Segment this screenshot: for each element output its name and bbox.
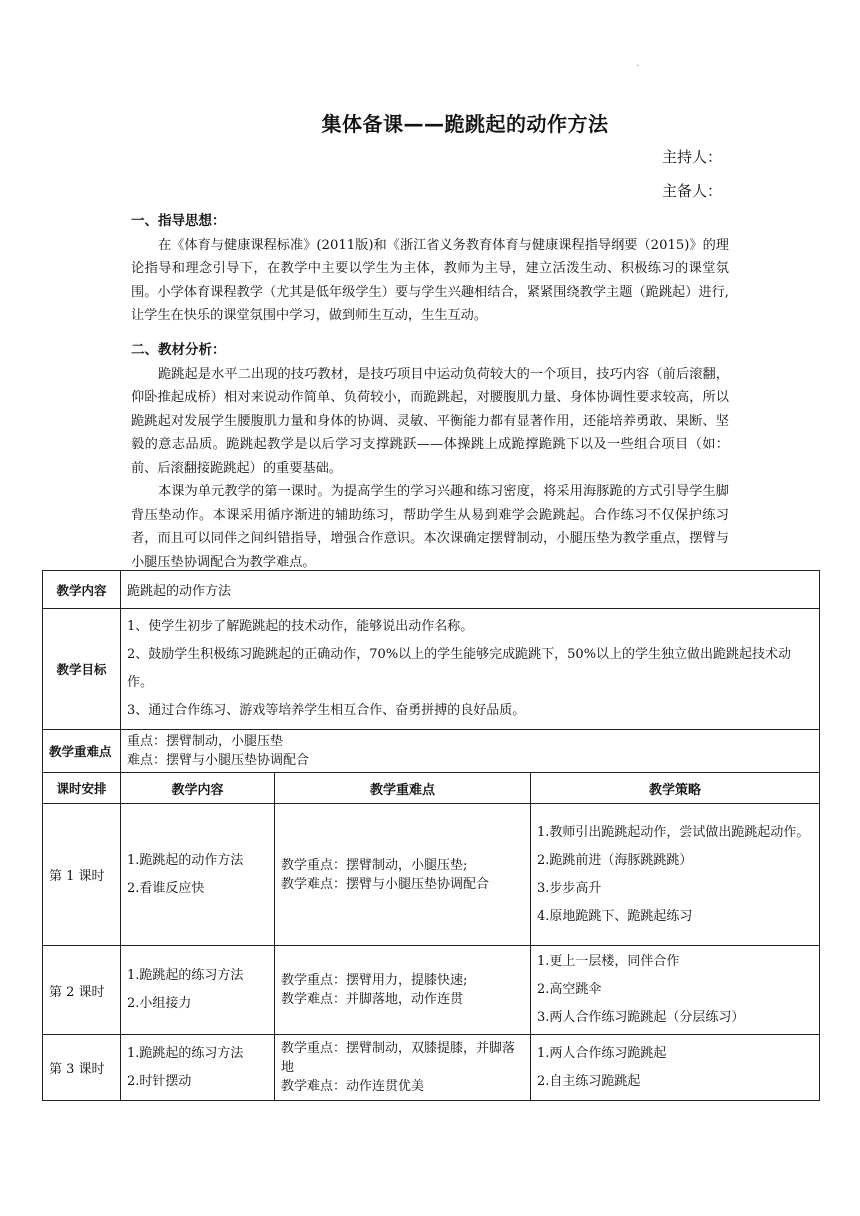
point-item: 教学难点：摆臂与小腿压垫协调配合 [281,876,490,892]
lesson-strategy [531,1035,820,1101]
strategy-item: 4.原地跪跳下、跪跳起练习 [537,908,693,924]
header-cell: 课时安排 [43,773,121,804]
content-item: 2.时针摆动 [127,1073,192,1089]
header-cell: 教学重难点 [275,773,531,804]
lesson-name: 第 3 课时 [43,1035,121,1101]
lesson-name: 第 2 课时 [43,946,121,1035]
table-row [43,1035,820,1101]
goal-item: 1、使学生初步了解跪跳起的技术动作，能够说出动作名称。 [127,619,474,634]
table-row [43,730,820,773]
content-item: 2.看谁反应快 [127,880,205,896]
strategy-item: 2.跪跳前进（海豚跳跳跳） [537,852,693,868]
keypoints-cell [121,730,820,773]
point-item: 教学重点：摆臂制动，双膝提膝，并脚落地 [281,1041,516,1075]
lesson-points [275,946,531,1035]
point-item: 教学重点：摆臂用力，提膝快速; [281,973,468,988]
paragraph: 在《体育与健康课程标准》(2011版)和《浙江省义务教育体育与健康课程指导纲要（2015)》的理论指导和理念引导下，在教学中主要以学生为主体，教师为主导，建立活泼生动、积极练习的课堂氛围。小学体育课程教学（尤其是低年级学生）要与学生兴趣相结合，紧紧围绕教学主题（跪跳起）进行,让学生在快乐的课堂氛围中学习，做到师生互动，生生互动。 [131,237,729,323]
lesson-content [121,946,275,1035]
keypoints-label: 教学重难点 [43,730,121,773]
keypoint-item: 重点：摆臂制动，小腿压垫 [127,734,284,749]
strategy-item: 3.步步高升 [537,880,602,896]
content-label: 教学内容 [43,571,121,609]
lesson-strategy [531,804,820,946]
content-value: 跪跳起的动作方法 [121,571,820,609]
goals-cell [121,609,820,730]
material-section [131,339,729,574]
table-row [43,946,820,1035]
preparer-label: 主备人： [662,182,723,200]
page-mark: . [636,58,640,69]
lesson-points [275,804,531,946]
document-title: 集体备课——跪跳起的动作方法 [321,112,609,136]
lesson-strategy [531,946,820,1035]
table-row [43,804,820,946]
table-header-row [43,773,820,804]
host-label: 主持人： [662,148,723,166]
content-item: 1.跪跳起的动作方法 [127,852,244,868]
section-heading: 一、指导思想： [131,213,226,229]
lesson-name: 第 1 课时 [43,804,121,946]
point-item: 教学重点：摆臂制动，小腿压垫; [281,857,468,873]
paragraph: 跪跳起是水平二出现的技巧教材，是技巧项目中运动负荷较大的一个项目，技巧内容（前后滚翻，仰卧推起成桥）相对来说动作简单、负荷较小，而跪跳起，对腰腹肌力量、身体协调性要求较高，所以跪跳起对发展学生腰腹肌力量和身体的协调、灵敏、平衡能力都有显著作用，还能培养勇敢、果断、坚毅的意志品质。跪跳起教学是以后学习支撑跳跃——体操跳上成跪撑跪跳下以及一些组合项目（如：前、后滚翻接跪跳起）的重要基础。 [131,366,729,476]
content-item: 1.跪跳起的练习方法 [127,1045,244,1061]
guiding-section [131,210,729,328]
paragraph: 本课为单元教学的第一课时。为提高学生的学习兴趣和练习密度，将采用海豚跪的方式引导学生脚背压垫动作。本课采用循序渐进的辅助练习，帮助学生从易到难学会跪跳起。合作练习不仅保护练习者，而且可以同伴之间纠错指导，增强合作意识。本次课确定摆臂制动，小腿压垫为教学重点，摆臂与小腿压垫协调配合为教学难点。 [131,484,729,570]
lesson-points [275,1035,531,1101]
strategy-item: 1.更上一层楼，同伴合作 [537,954,680,969]
table-row [43,609,820,730]
header-cell: 教学策略 [531,773,820,804]
goals-label: 教学目标 [43,609,121,730]
lesson-plan-table [42,570,820,1101]
point-item: 教学难点：并脚落地，动作连贯 [281,992,464,1007]
strategy-item: 3.两人合作练习跪跳起（分层练习） [537,1010,745,1025]
goal-item: 3、通过合作练习、游戏等培养学生相互合作、奋勇拼搏的良好品质。 [127,703,526,718]
lesson-content [121,1035,275,1101]
point-item: 教学难点：动作连贯优美 [281,1079,425,1094]
strategy-item: 2.高空跳伞 [537,982,602,997]
content-item: 2.小组接力 [127,996,192,1011]
table-row [43,571,820,609]
goal-item: 2、鼓励学生积极练习跪跳起的正确动作，70%以上的学生能够完成跪跳下，50%以上的学生独立做出跪跳起技术动作。 [127,647,792,690]
content-item: 1.跪跳起的练习方法 [127,968,244,983]
keypoint-item: 难点：摆臂与小腿压垫协调配合 [127,753,310,768]
header-cell: 教学内容 [121,773,275,804]
lesson-content [121,804,275,946]
strategy-item: 1.教师引出跪跳起动作，尝试做出跪跳起动作。 [537,824,810,840]
section-heading: 二、教材分析： [131,342,226,358]
strategy-item: 2.自主练习跪跳起 [537,1073,641,1089]
strategy-item: 1.两人合作练习跪跳起 [537,1045,667,1061]
